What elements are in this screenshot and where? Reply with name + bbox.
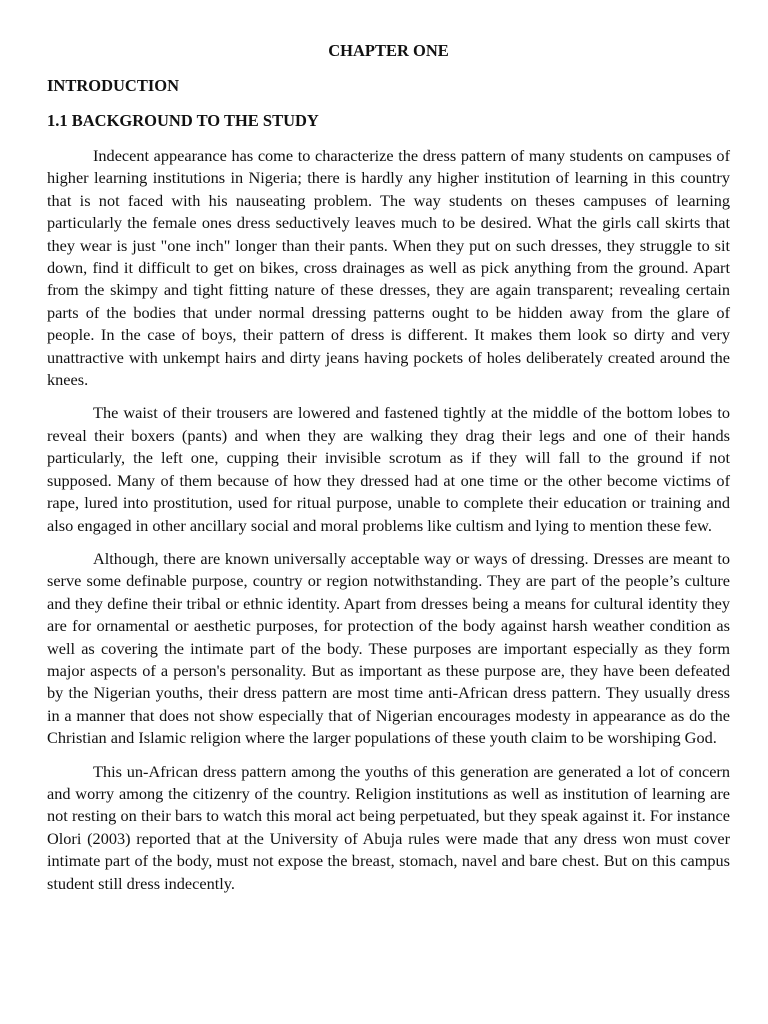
document-page <box>47 40 730 906</box>
paragraph: Although, there are known universally acceptable way or ways of dressing. Dresses are meant to serve some definable purpose, country or region notwithstanding. They are part of the people’s culture and they define their tribal or ethnic identity. Apart from dresses being a means for cultural identity they are for ornamental or aesthetic purposes, for protection of the body against harsh weather condition as well as covering the intimate part of the body. These purposes are important especially as they form major aspects of a person's personality. But as important as these purpose are, they have been defeated by the Nigerian youths, their dress pattern are most time anti-African dress pattern. They usually dress in a manner that does not show especially that of Nigerian encourages modesty in appearance as do the Christian and Islamic religion where the larger populations of these youth claim to be worshiping God. <box>47 548 730 748</box>
paragraph: The waist of their trousers are lowered and fastened tightly at the middle of the bottom lobes to reveal their boxers (pants) and when they are walking they drag their legs and one of their hands particularly, the left one, cupping their invisible scrotum as if they will fall to the ground if not supposed. Many of them because of how they dressed had at one time or the other become victims of rape, lured into prostitution, used for ritual purpose, unable to complete their education or training and also engaged in other ancillary social and moral problems like cultism and lying to mention these few. <box>47 403 730 535</box>
paragraph: Indecent appearance has come to characterize the dress pattern of many students on campuses of higher learning institutions in Nigeria; there is hardly any higher institution of learning in this country that is not faced with his nauseating problem. The way students on theses campuses of learning particularly the female ones dress seductively leaves much to be desired. What the girls call skirts that they wear is just "one inch" longer than their pants. When they put on such dresses, they struggle to sit down, find it difficult to get on bikes, cross drainages as well as pick anything from the ground. Apart from the skimpy and tight fitting nature of these dresses, they are again transparent; revealing certain parts of the bodies that under normal dressing patterns ought to be hidden away from the glare of people. In the case of boys, their pattern of dress is different. It makes them look so dirty and very unattractive with unkempt hairs and dirty jeans having pockets of holes deliberately created around the knees. <box>47 146 730 390</box>
introduction-heading: INTRODUCTION <box>47 76 180 95</box>
background-heading: 1.1 BACKGROUND TO THE STUDY <box>47 111 319 130</box>
chapter-title: CHAPTER ONE <box>328 41 449 60</box>
paragraph: This un-African dress pattern among the youths of this generation are generated a lot of concern and worry among the citizenry of the country. Religion institutions as well as institution of learning are not resting on their bars to watch this moral act being perpetuated, but they speak against it. For instance Olori (2003) reported that at the University of Abuja rules were made that any dress won must cover intimate part of the body, must not expose the breast, stomach, navel and bare chest. But on this campus student still dress indecently. <box>47 761 730 893</box>
